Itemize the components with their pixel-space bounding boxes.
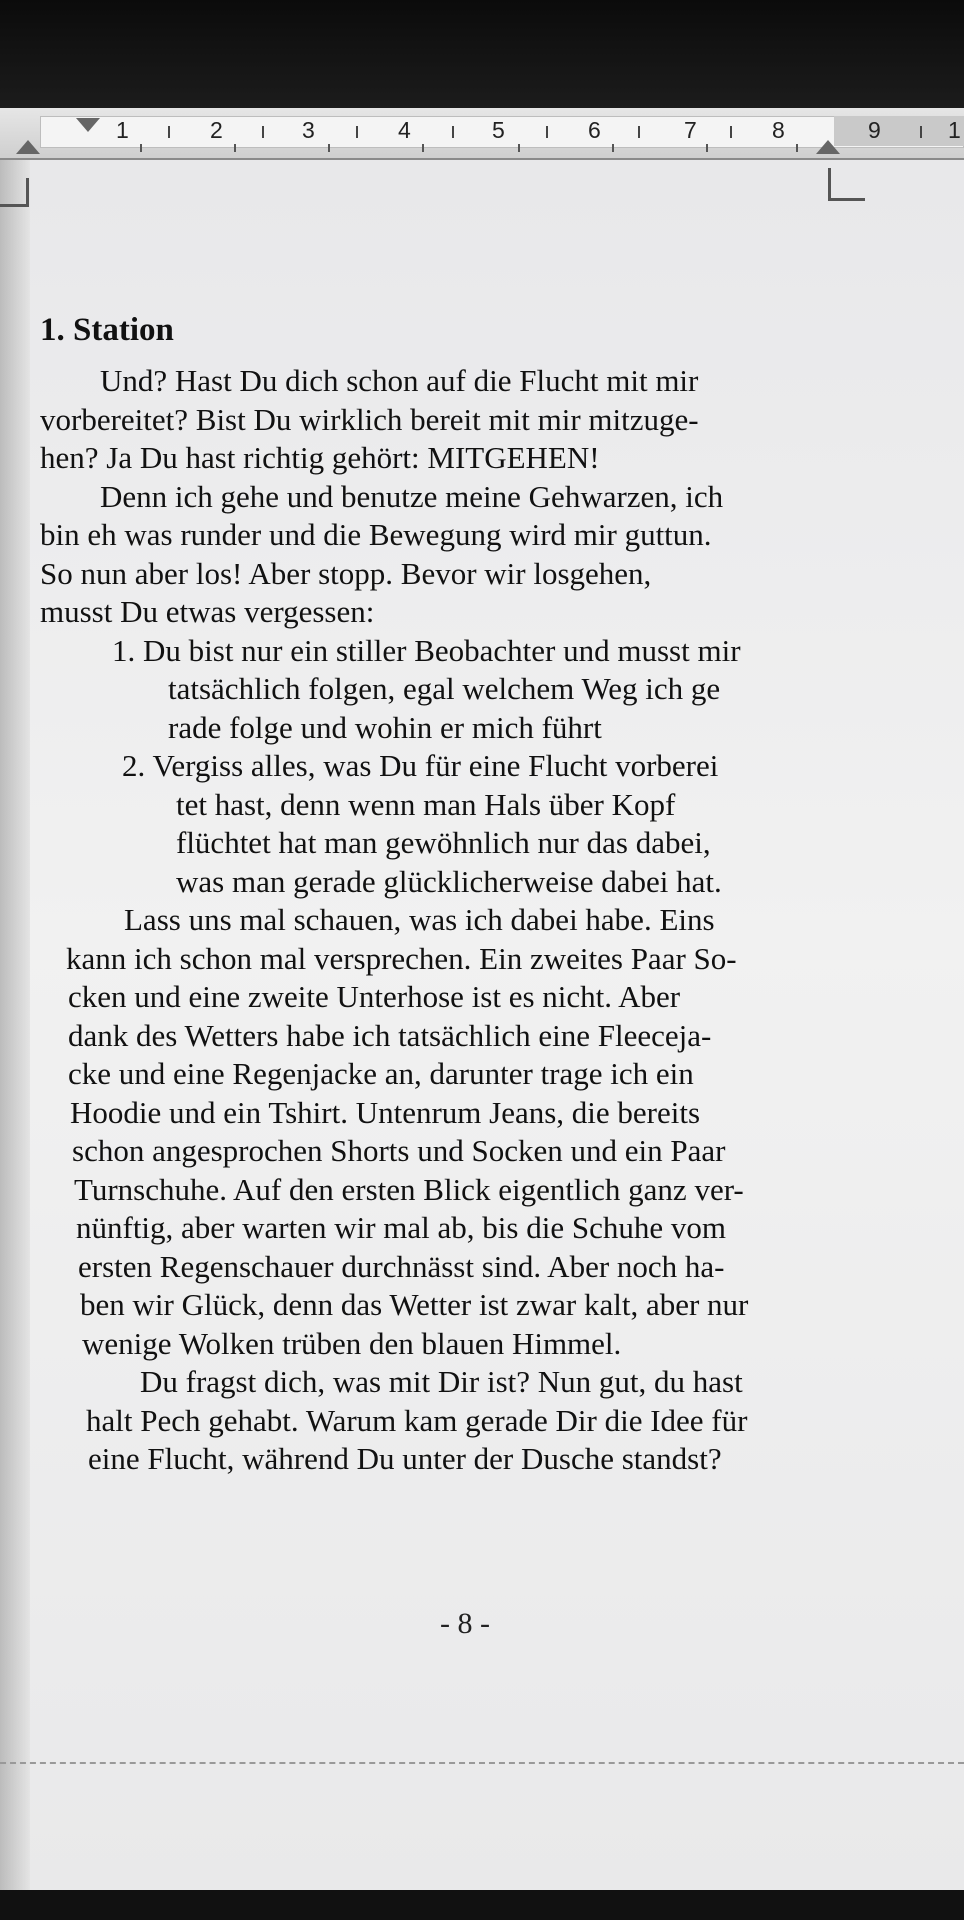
ruler-number: 2 — [210, 117, 223, 143]
list-item-line: tet hast, denn wenn man Hals über Kopf — [176, 786, 676, 822]
text-line: cke und eine Regenjacke an, darunter trage ich ein — [68, 1056, 694, 1091]
list-item-line: rade folge und wohin er mich führt — [168, 709, 602, 745]
ruler-number: 6 — [588, 117, 601, 143]
monitor-bottom-bezel — [0, 1890, 964, 1920]
text-line: halt Pech gehabt. Warum kam gerade Dir die Idee für — [86, 1402, 748, 1438]
ruler-small-tick — [518, 144, 520, 152]
text-line: schon angesprochen Shorts und Socken und ein Paar — [72, 1133, 726, 1168]
ruler-number: 1 — [948, 117, 961, 143]
right-indent-marker[interactable] — [816, 140, 840, 154]
page-left-edge — [0, 160, 30, 1890]
text-line: eine Flucht, während Du unter der Dusche standst? — [88, 1441, 722, 1476]
ruler-small-tick — [328, 144, 330, 152]
text-line: wenige Wolken trüben den blauen Himmel. — [82, 1325, 622, 1361]
ruler-right-margin — [834, 116, 964, 146]
section-heading: 1. Station — [40, 312, 174, 348]
text-line: Lass uns mal schauen, was ich dabei habe. Eins — [124, 902, 715, 937]
list-item-line: 1. Du bist nur ein stiller Beobachter und musst mir — [112, 632, 741, 668]
ruler-small-tick — [234, 144, 236, 152]
page-number: - 8 - — [440, 1607, 490, 1640]
ruler-tick — [638, 126, 640, 138]
list-item-line: 2. Vergiss alles, was Du für eine Flucht vorberei — [122, 748, 719, 783]
list-item-line: flüchtet hat man gewöhnlich nur das dabei, — [176, 825, 711, 860]
list-item-line: tatsächlich folgen, egal welchem Weg ich ge — [168, 671, 721, 706]
ruler-number: 1 — [116, 117, 129, 143]
ruler-number: 4 — [398, 117, 411, 143]
text-line: vorbereitet? Bist Du wirklich bereit mit mir mitzuge- — [40, 401, 699, 437]
ruler-small-tick — [140, 144, 142, 152]
ruler-tick — [168, 126, 170, 138]
ruler-number: 3 — [302, 117, 315, 143]
text-line: Und? Hast Du dich schon auf die Flucht mit mir — [100, 363, 699, 398]
text-line: hen? Ja Du hast richtig gehört: MITGEHEN! — [40, 440, 600, 475]
ruler-tick — [730, 126, 732, 138]
monitor-top-bezel — [0, 0, 964, 110]
ruler-number: 7 — [684, 117, 697, 143]
ruler-small-tick — [612, 144, 614, 152]
ruler-small-tick — [796, 144, 798, 152]
document-body[interactable] — [40, 310, 840, 1479]
text-line: bin eh was runder und die Bewegung wird mir guttun. — [40, 517, 712, 552]
text-line: Denn ich gehe und benutze meine Gehwarzen, ich — [100, 478, 724, 514]
ruler-number: 5 — [492, 117, 505, 143]
ruler-tick — [356, 126, 358, 138]
ruler-tick — [262, 126, 264, 138]
text-line: Du fragst dich, was mit Dir ist? Nun gut, du hast — [140, 1364, 743, 1399]
first-line-indent-marker[interactable] — [76, 118, 100, 132]
text-line: So nun aber los! Aber stopp. Bevor wir losgehen, — [40, 555, 652, 591]
page-break-line — [0, 1762, 964, 1764]
text-line: Turnschuhe. Auf den ersten Blick eigentlich ganz ver- — [74, 1171, 744, 1207]
text-line: kann ich schon mal versprechen. Ein zweites Paar So- — [66, 940, 737, 976]
text-line: cken und eine zweite Unterhose ist es nicht. Aber — [68, 979, 681, 1014]
text-line: ben wir Glück, denn das Wetter ist zwar kalt, aber nur — [80, 1287, 749, 1322]
text-line: Hoodie und ein Tshirt. Untenrum Jeans, die bereits — [70, 1094, 701, 1130]
ruler-small-tick — [706, 144, 708, 152]
ruler-tick — [920, 126, 922, 138]
ruler-number: 9 — [868, 117, 881, 143]
text-line: dank des Wetters habe ich tatsächlich eine Fleeceja- — [68, 1017, 712, 1053]
text-line: musst Du etwas vergessen: — [40, 594, 375, 629]
ruler-tick — [452, 126, 454, 138]
margin-corner-left — [0, 178, 29, 207]
list-item-line: was man gerade glücklicherweise dabei hat. — [176, 863, 722, 899]
ruler-small-tick — [422, 144, 424, 152]
ruler-number: 8 — [772, 117, 785, 143]
text-line: ersten Regenschauer durchnässt sind. Aber noch ha- — [78, 1248, 725, 1284]
margin-corner-right — [828, 168, 865, 201]
text-line: nünftig, aber warten wir mal ab, bis die Schuhe vom — [76, 1210, 726, 1245]
left-indent-marker[interactable] — [16, 140, 40, 154]
ruler-tick — [546, 126, 548, 138]
